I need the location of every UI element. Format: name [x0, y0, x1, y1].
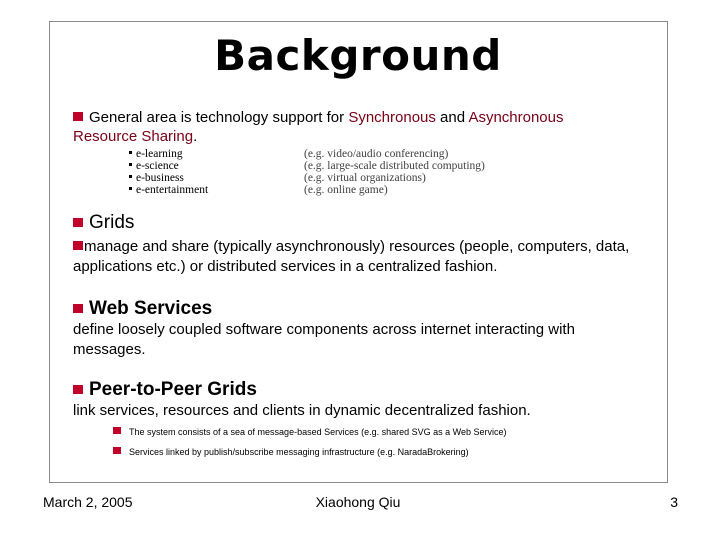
- bullet-dot-icon: [129, 151, 132, 154]
- square-bullet-icon: [113, 447, 121, 454]
- footer-author: Xiaohong Qiu: [315, 494, 401, 510]
- intro-sync: Synchronous: [348, 109, 436, 126]
- examples-list: [129, 148, 208, 196]
- list-item: (e.g. video/audio conferencing): [304, 148, 449, 160]
- p2p-heading: Peer-to-Peer Grids: [73, 379, 257, 401]
- intro-paragraph: [73, 108, 663, 146]
- list-item: (e.g. large-scale distributed computing): [304, 160, 485, 172]
- bullet-dot-icon: [129, 187, 132, 190]
- p2p-text: link services, resources and clients in dynamic decentralized fashion.: [73, 402, 531, 419]
- bullet-dot-icon: [129, 163, 132, 166]
- grids-text: manage and share (typically asynchronously) resources (people, computers, data, applications etc.) or distributed services in a centralized fashion.: [73, 238, 630, 275]
- footer-date: March 2, 2005: [43, 494, 133, 510]
- square-bullet-icon: [73, 241, 83, 250]
- list-item: e-learning: [129, 148, 208, 160]
- intro-resource-sharing: Resource Sharing: [73, 128, 194, 145]
- list-item: e-entertainment: [129, 184, 208, 196]
- bullet-dot-icon: [129, 175, 132, 178]
- p2p-item-2: Services linked by publish/subscribe messaging infrastructure (e.g. NaradaBrokering): [113, 446, 469, 458]
- p2p-item-1: The system consists of a sea of message-based Services (e.g. shared SVG as a Web Service): [113, 426, 507, 438]
- web-services-text: define loosely coupled software components across internet interacting with messages.: [73, 321, 575, 358]
- square-bullet-icon: [73, 385, 83, 394]
- intro-text-1: General area is technology support for: [89, 109, 349, 126]
- list-item: e-science: [129, 160, 208, 172]
- list-item: e-business: [129, 172, 208, 184]
- list-item: (e.g. virtual organizations): [304, 172, 426, 184]
- square-bullet-icon: [113, 427, 121, 434]
- web-services-heading: Web Services: [73, 298, 212, 320]
- slide-title: Background: [214, 31, 502, 80]
- intro-and: and: [435, 109, 469, 126]
- square-bullet-icon: [73, 304, 83, 313]
- intro-period: .: [193, 128, 198, 145]
- intro-async: Asynchronous: [468, 109, 564, 126]
- square-bullet-icon: [73, 112, 83, 121]
- square-bullet-icon: [73, 218, 83, 227]
- examples-detail-list: [304, 148, 485, 196]
- list-item: (e.g. online game): [304, 184, 388, 196]
- grids-heading: Grids: [73, 212, 134, 234]
- page-number: 3: [670, 494, 678, 510]
